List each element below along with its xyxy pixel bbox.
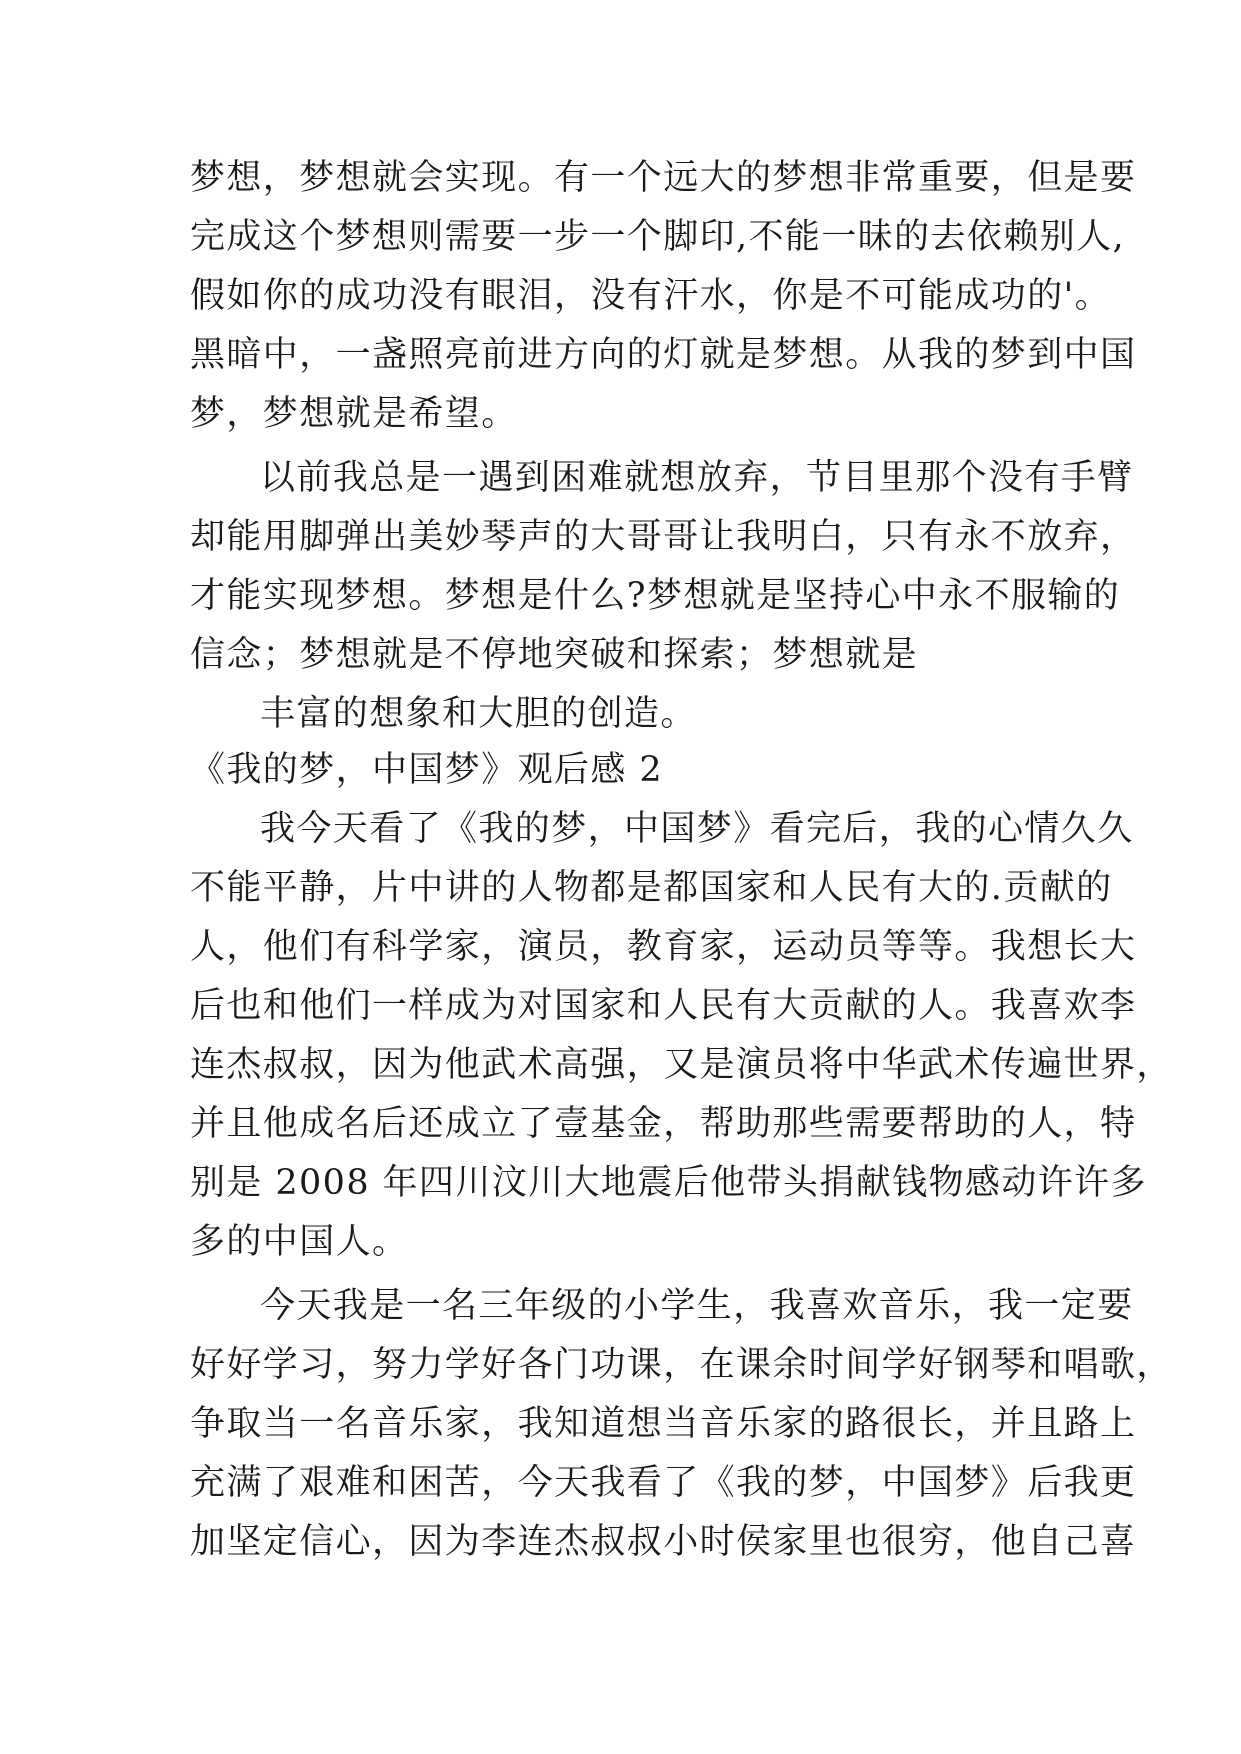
text-line: 完成这个梦想则需要一步一个脚印,不能一昧的去依赖别人, <box>190 217 1126 257</box>
paragraph-first-line: 我今天看了《我的梦，中国梦》看完后，我的心情久久 <box>260 809 1134 849</box>
text-line: 后也和他们一样成为对国家和人民有大贡献的人。我喜欢李 <box>190 986 1137 1026</box>
text-line: 却能用脚弹出美妙琴声的大哥哥让我明白，只有永不放弃， <box>190 517 1137 557</box>
text-line: 不能平静，片中讲的人物都是都国家和人民有大的.贡献的 <box>190 868 1113 908</box>
text-line: 争取当一名音乐家，我知道想当音乐家的路很长，并且路上 <box>190 1404 1137 1444</box>
text-line: 并且他成名后还成立了壹基金，帮助那些需要帮助的人，特 <box>190 1104 1137 1144</box>
text-line: 人，他们有科学家，演员，教育家，运动员等等。我想长大 <box>190 927 1137 967</box>
text-line: 才能实现梦想。梦想是什么?梦想就是坚持心中永不服输的 <box>190 576 1121 616</box>
text-line: 梦想，梦想就会实现。有一个远大的梦想非常重要，但是要 <box>190 158 1137 198</box>
text-line: 好好学习，努力学好各门功课，在课余时间学好钢琴和唱歌， <box>190 1345 1173 1385</box>
text-line: 充满了艰难和困苦，今天我看了《我的梦，中国梦》后我更 <box>190 1463 1137 1503</box>
paragraph-first-line: 丰富的想象和大胆的创造。 <box>260 694 697 734</box>
paragraph-first-line: 以前我总是一遇到困难就想放弃，节目里那个没有手臂 <box>260 458 1134 498</box>
text-line: 连杰叔叔，因为他武术高强，又是演员将中华武术传遍世界， <box>190 1045 1173 1085</box>
text-line: 梦，梦想就是希望。 <box>190 394 518 434</box>
text-line: 加坚定信心，因为李连杰叔叔小时侯家里也很穷，他自己喜 <box>190 1522 1137 1562</box>
paragraph-first-line: 今天我是一名三年级的小学生，我喜欢音乐，我一定要 <box>260 1286 1134 1326</box>
text-line: 黑暗中，一盏照亮前进方向的灯就是梦想。从我的梦到中国 <box>190 335 1137 375</box>
section-heading: 《我的梦，中国梦》观后感 2 <box>190 750 663 790</box>
text-line: 多的中国人。 <box>190 1222 409 1262</box>
text-line: 信念；梦想就是不停地突破和探索；梦想就是 <box>190 635 919 675</box>
text-line: 假如你的成功没有眼泪，没有汗水，你是不可能成功的'。 <box>190 276 1112 316</box>
text-line: 别是 2008 年四川汶川大地震后他带头捐献钱物感动许许多 <box>190 1163 1147 1203</box>
